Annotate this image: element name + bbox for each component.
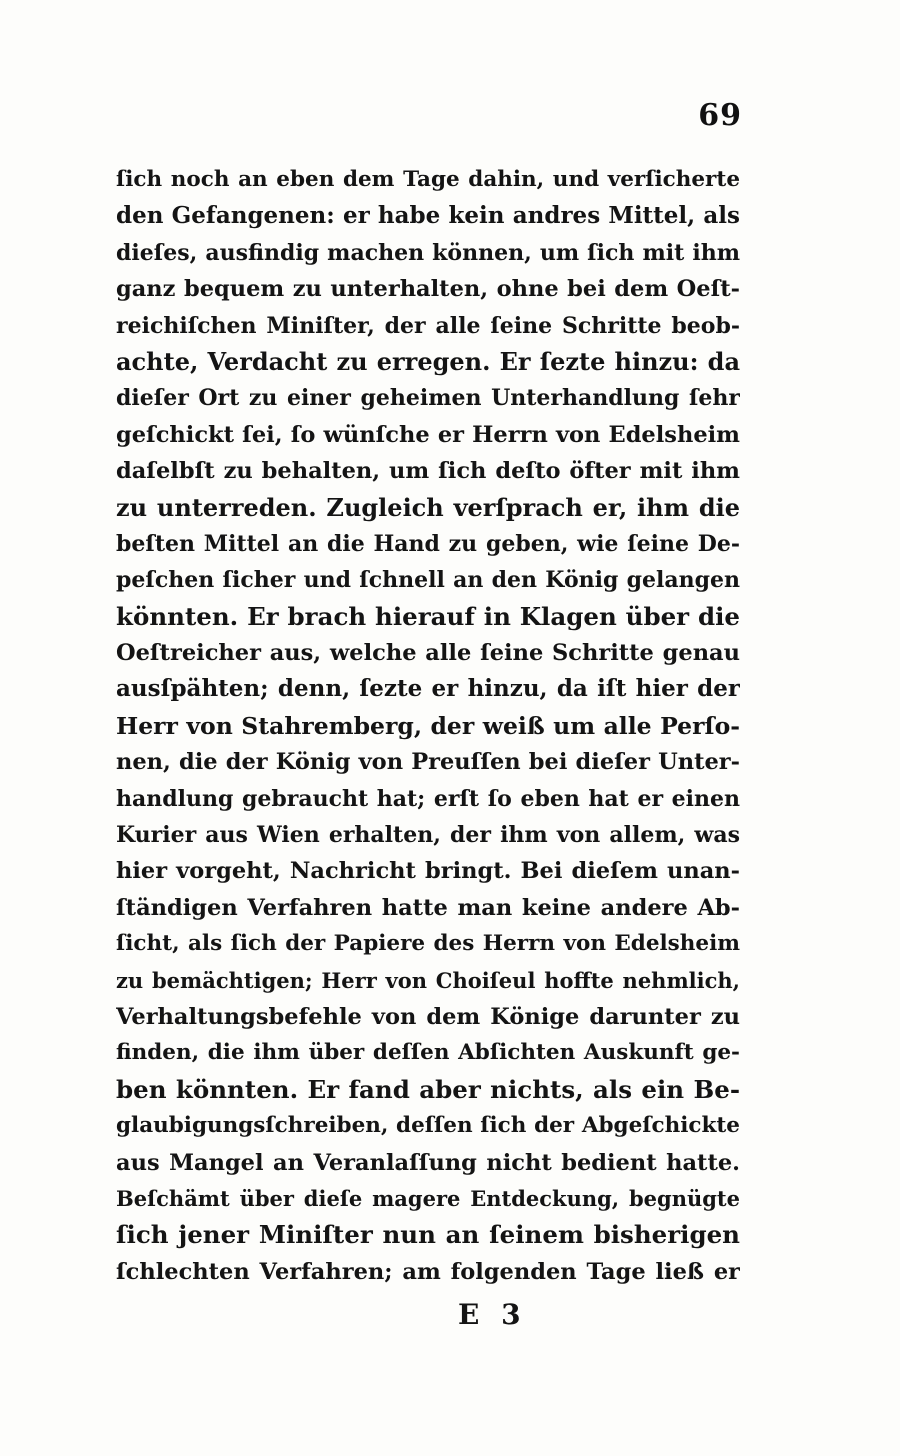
text-line: dieſer Ort zu einer geheimen Unterhandlung ſehr <box>116 385 740 412</box>
text-line: ausſpähten; denn, ſezte er hinzu, da iſt hier der <box>116 675 740 703</box>
text-line: ſich noch an eben dem Tage dahin, und verſicherte <box>116 167 740 192</box>
text-line: finden, die ihm über deſſen Abſichten Auskunft ge- <box>116 1040 740 1066</box>
text-line: Herr von Stahremberg, der weiß um alle Perſo- <box>116 711 740 740</box>
text-line: handlung gebraucht hat; erſt ſo eben hat er einen <box>116 785 740 812</box>
text-line: peſchen ſicher und ſchnell an den König gelangen <box>116 567 740 594</box>
text-line: Oeſtreicher aus, welche alle ſeine Schritte genau <box>116 640 740 667</box>
text-line: ſich jener Miniſter nun an ſeinem bisherigen <box>116 1220 740 1250</box>
text-line: dieſes, ausfindig machen können, um ſich mit ihm <box>116 239 740 266</box>
text-line: zu unterreden. Zugleich verſprach er, ihm die <box>116 492 740 522</box>
text-line: nen, die der König von Preuſſen bei dieſer Unter- <box>116 749 740 776</box>
text-line: ſtändigen Verfahren hatte man keine andere Ab- <box>116 894 740 921</box>
body-text <box>116 162 740 1290</box>
text-line: ſicht, als ſich der Papiere des Herrn von Edelsheim <box>116 931 740 957</box>
text-line: könnten. Er brach hierauf in Klagen über die <box>116 601 740 631</box>
text-line: Beſchämt über dieſe magere Entdeckung, begnügte <box>116 1185 740 1211</box>
text-line: achte, Verdacht zu erregen. Er ſezte hinzu: da <box>116 346 740 376</box>
text-line: beſten Mittel an die Hand zu geben, wie ſeine De- <box>116 530 740 557</box>
text-line: ganz bequem zu unterhalten, ohne bei dem Oeſt- <box>116 276 740 303</box>
text-line: hier vorgeht, Nachricht bringt. Bei dieſem unan- <box>116 858 740 885</box>
text-line: den Gefangenen: er habe kein andres Mittel, als <box>116 202 740 230</box>
text-line: geſchickt ſei, ſo wünſche er Herrn von Edelsheim <box>116 421 740 448</box>
text-line: daſelbſt zu behalten, um ſich deſto öfter mit ihm <box>116 458 740 485</box>
text-line: glaubigungsſchreiben, deſſen ſich der Abgeſchickte <box>116 1113 740 1139</box>
text-line: Kurier aus Wien erhalten, der ihm von allem, was <box>116 822 740 849</box>
signature-mark: E 3 <box>458 1298 527 1331</box>
page-number: 69 <box>698 98 742 133</box>
text-line: Verhaltungsbefehle von dem Könige darunter zu <box>116 1003 740 1030</box>
text-line: reichiſchen Miniſter, der alle ſeine Schritte beob- <box>116 312 740 339</box>
text-line: zu bemächtigen; Herr von Choiſeul hoffte nehmlich, <box>116 967 740 993</box>
text-line: ſchlechten Verfahren; am folgenden Tage ließ er <box>116 1258 740 1285</box>
text-line: ben könnten. Er fand aber nichts, als ein Be- <box>116 1074 740 1104</box>
text-line: aus Mangel an Veranlaſſung nicht bedient hatte. <box>116 1149 740 1176</box>
